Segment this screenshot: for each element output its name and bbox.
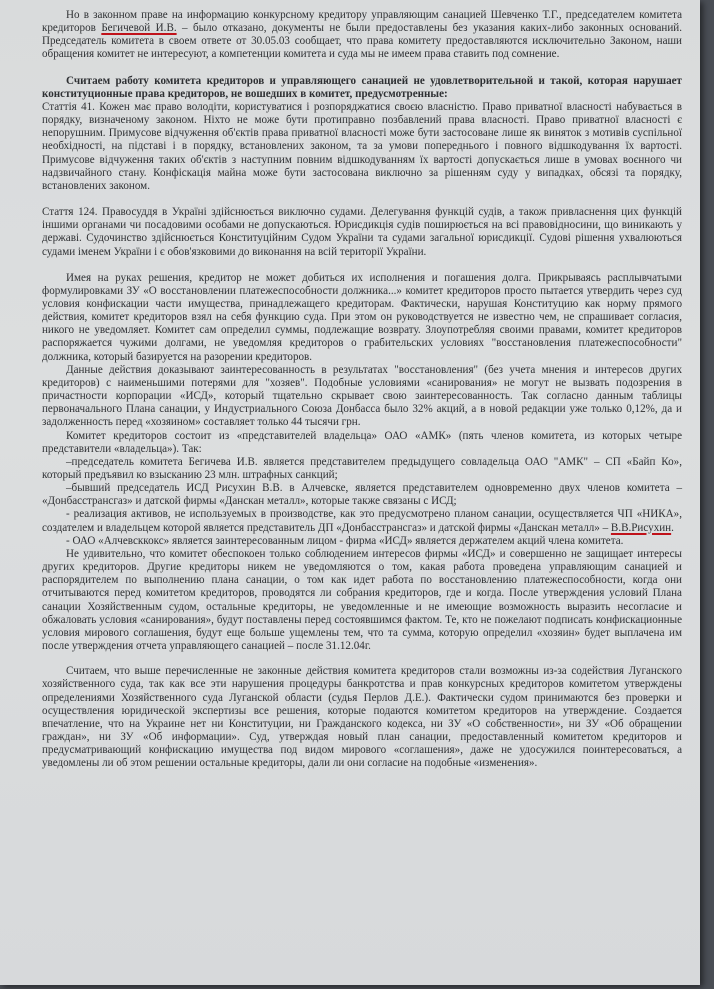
paragraph-text: - реализация активов, не используемых в производстве, как это предусмотрено планом санации, осуществляется ЧП «НИКА», создателем и владельцем которой является представитель ДП «Донбасстрансгаз» и датской фирмы «Данскан металл» – [42, 508, 682, 534]
list-item [42, 508, 682, 534]
paragraph-decisions: Имея на руках решения, кредитор не может добиться их исполнения и погашения долга. Прикрываясь расплывчатыми формулировками ЗУ «О восстановлении платежеспособности должника...» комитет кредиторов просто пытается утвердить через суд условия конфискации части имущества, принадлежащего кредиторам. Фактически, нарушая Конституцию как норму прямого действия, комитет кредиторов взял на себя функцию суда. При этом он руководствуется не известно чем, не спрашивает согласия, никого не уведомляет. Комитет сам определил суммы, подлежащие возврату. Злоупотребляя своими правами, комитет кредиторов распоряжается чужими долгами, не уведомляя кредиторов о грабительских условиях "восстановления платежеспособности" должника, который базируется на разорении кредиторов. [42, 271, 682, 363]
paragraph-text: Но в законном праве на информацию конкурсному кредитору управляющим санацией Шевченко Т.Г., председателем комитета кредиторов [42, 9, 682, 35]
article-124: Стаття 124. Правосуддя в Україні здійснюється виключно судами. Делегування функцій судів, а також привласнення цих функцій іншими органами чи посадовими особами не допускаються. Юрисдикція судів поширюється на всі правовідносини, що виникають у державі. Судочинство здійснюється Конституційним Судом України та судами загальної юрисдикції. Судові рішення ухвалюються судами іменем України і є обов'язковими до виконання на всій території України. [42, 206, 682, 258]
list-item: - ОАО «Алчевсккокс» является заинтересованным лицом - фирма «ИСД» является держателем акций члена комитета. [66, 534, 624, 547]
paragraph-committee-intro: Комитет кредиторов состоит из «представителей владельца» ОАО «АМК» (пять членов комитета, из которых четыре представители «владельца»). Так: [42, 429, 682, 455]
paragraph-text: . [671, 521, 674, 534]
document-body [42, 9, 682, 770]
paragraph-not-surprising: Не удивительно, что комитет обеспокоен только соблюдением интересов фирмы «ИСД» и совершенно не защищает интересы других кредиторов. Другие кредиторы никем не уведомляются о том, какая работа проведена управляющим санацией и распорядителем по выполнению плана санации, о том как идет работа по восстановлению платежеспособности, когда они отчитываются перед комитетом кредиторов, проводятся ли собрания кредиторов, где и когда. После утверждения условий Плана санации Хозяйственным судом, остальные кредиторы, не уведомленные и не имеющие возможность выразить несогласие и обжаловать условия «санирования», будут поставлены перед состоявшимся фактом. Те, кто не пожелают подписать конфискационные условия мирового соглашения, будут еще больше ущемлены тем, что та сумма, которую определил «хозяин» будет выплачена им после утверждения отчета управляющего санацией – после 31.12.04г. [42, 547, 682, 653]
list-item: –бывший председатель ИСД Рисухин В.В. в Алчевске, является представителем одновременно двух членов комитета – «Донбасстрансгаз» и датской фирмы «Данскан металл», которые также связаны с ИСД; [42, 482, 682, 508]
bold-statement: Считаем работу комитета кредиторов и управляющего санацией не удовлетворительной и такой, которая нарушает конституционные права кредиторов, не вошедших в комитет, предусмотренные: [42, 74, 682, 100]
list-item: –председатель комитета Бегичева И.В. является представителем предыдущего совладельца ОАО "АМК" – СП «Байп Ко», который предъявил ко взысканию 23 млн. штрафных санкций; [42, 455, 682, 481]
paragraph-court: Считаем, что выше перечисленные не законные действия комитета кредиторов стали возможны из-за содействия Луганского хозяйственного суда, так как все эти нарушения процедуры банкротства и прав конкурсных кредиторов комитетом утверждены определениями Хозяйственного суда Луганской области (судья Перлов Д.Е.). Фактически судом принимаются без проверки и осуществления юридической экспертизы все решения, которые подаются комитетом кредиторов на утверждение. Создается впечатление, что на Украине нет ни Конституции, ни Гражданского кодекса, ни ЗУ «О собственности», ни ЗУ «Об обращении граждан», ни ЗУ «Об информации». Суд, утверждая новый план санации, предоставленный комитетом кредиторов и предусматривающий конфискацию имущества под видом мирового «соглашения», даже не удосужился поинтересоваться, а уведомлены ли об этом решении остальные кредиторы, дали ли они согласие на подобные «изменения». [42, 665, 682, 770]
paragraph-text: – было отказано, документы не были предоставлены без указания каких-либо законных оснований. Председатель комитета в своем ответе от 30.05.03 сообщает, что права комитету предоставляются исключительно Законом, наши обращения комитет не интересуют, а компетенции комитета и суда мы не имеем права ставить под сомнение. [42, 22, 682, 61]
paragraph-refusal [42, 9, 682, 62]
article-41: Статтія 41. Кожен має право володіти, користуватися і розпоряджатися своєю власністю. Право приватної власності набувається в порядку, визначеному законом. Ніхто не може бути протиправно позбавлений права власності. Право приватної власності є непорушним. Примусове відчуження об'єктів права приватної власності може бути застосоване лише як виняток з мотивів суспільної необхідності, на підставі і в порядку, встановлених законом, та за умови попереднього і повного відшкодування їх вартості. Примусове відчуження таких об'єктів з наступним повним відшкодуванням їх вартості допускається лише в умовах воєнного чи надзвичайного стану. Конфіскація майна може бути застосована виключно за рішенням суду у випадках, обсязі та порядку, встановлених законом. [42, 100, 682, 192]
underlined-name-risukhin: В.В.Рисухин [610, 521, 672, 534]
underlined-name-begicheva: Бегичевой И.В. [101, 22, 177, 35]
paragraph-interest: Данные действия доказывают заинтересованность в результатах "восстановления" (без учета мнения и интересов других кредиторов) с наименьшими потерями для "хозяев". Подобные условиями «санирования» не могут не вызвать подозрения в причастности корпорации «ИСД», который тщательно скрывает свою заинтересованность. Так согласно данным таблицы первоначального Плана санации, у Индустриального Союза Донбасса было 32% акций, а в новой редакции уже только 0,12%, да и задолженность перед «хозяином» составляет только 44 тысячи грн. [42, 363, 682, 429]
